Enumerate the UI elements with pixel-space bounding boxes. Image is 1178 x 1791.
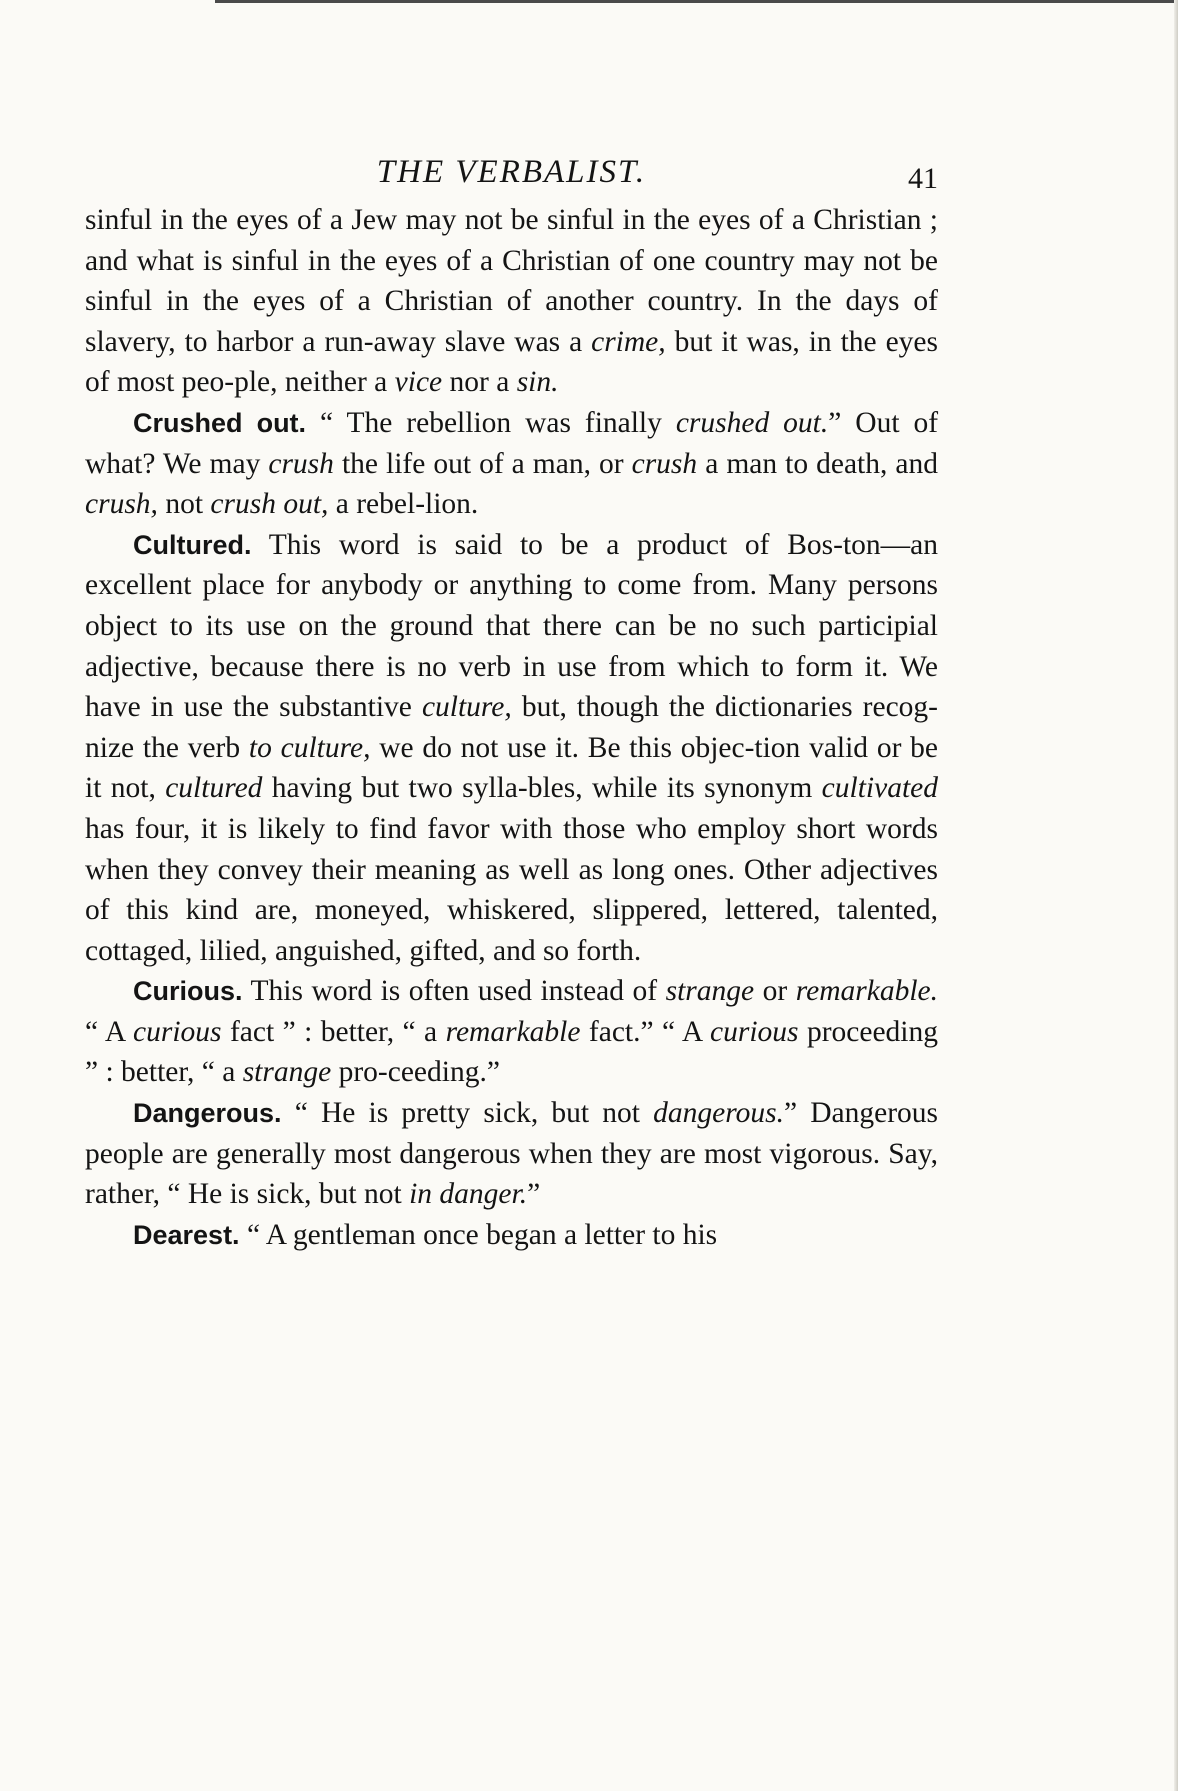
italic-run: culture, bbox=[421, 691, 512, 724]
entry-curious bbox=[85, 971, 938, 1093]
text-run: “ A gentleman once began a letter to his bbox=[239, 1218, 718, 1251]
italic-run: vice bbox=[394, 366, 443, 399]
continuation-paragraph bbox=[85, 200, 938, 403]
text-run: ” bbox=[527, 1178, 541, 1211]
text-run: has four, it is likely to find favor with those who employ short words when they convey their meaning as well as long ones. Other adjectives of this kind are, moneyed, whiskered, slippered, lettered, talented, cottaged, lilied, anguished, gifted, and so forth. bbox=[85, 812, 938, 967]
entry-term: Cultured. bbox=[133, 529, 252, 560]
entry-term: Dearest. bbox=[133, 1219, 240, 1250]
italic-run: curious bbox=[133, 1015, 222, 1048]
book-page bbox=[85, 150, 938, 1255]
italic-run: sin. bbox=[516, 366, 559, 399]
entry-crushed-out bbox=[85, 403, 938, 525]
italic-run: dangerous. bbox=[653, 1097, 784, 1130]
text-run: “ A bbox=[85, 1015, 134, 1048]
page-header bbox=[85, 150, 938, 200]
text-run: ” Out of what? We may bbox=[85, 406, 939, 480]
italic-run: crush, bbox=[85, 488, 158, 521]
text-run: This word is often used instead of bbox=[242, 975, 666, 1008]
entry-term: Dangerous. bbox=[133, 1098, 282, 1129]
italic-run: crush bbox=[631, 447, 698, 480]
entry-cultured bbox=[85, 525, 938, 972]
italic-run: strange bbox=[665, 975, 755, 1008]
text-run: fact.” “ A bbox=[580, 1015, 711, 1048]
text-run: but, though the dictionaries recog-nize the verb bbox=[85, 691, 938, 764]
page-number: 41 bbox=[908, 162, 938, 195]
italic-run: to culture, bbox=[248, 731, 371, 764]
italic-run: cultivated bbox=[821, 772, 938, 805]
italic-run: crime, bbox=[591, 325, 666, 358]
body-text bbox=[85, 200, 938, 1255]
italic-run: strange bbox=[242, 1056, 332, 1089]
text-run: a man to death, and bbox=[697, 447, 938, 480]
entry-dearest bbox=[85, 1215, 938, 1256]
entry-term: Crushed out. bbox=[133, 407, 307, 438]
italic-run: cultured bbox=[165, 772, 263, 805]
text-run: “ The rebellion was finally bbox=[306, 406, 676, 439]
entry-dangerous bbox=[85, 1093, 938, 1215]
entry-term: Curious. bbox=[133, 976, 243, 1007]
text-run: or bbox=[754, 975, 796, 1008]
italic-run: crush out, bbox=[210, 488, 329, 521]
text-run: pro-ceeding.” bbox=[331, 1056, 500, 1089]
text-run: but it was, in the eyes of most peo-ple, neither a bbox=[85, 325, 938, 399]
text-run: ” Dangerous people are generally most dangerous when they are most vigorous. Say, rather, “ He is sick, but not bbox=[85, 1097, 939, 1211]
text-run: the life out of a man, or bbox=[333, 447, 632, 480]
text-run: having but two sylla-bles, while its synonym bbox=[262, 772, 822, 805]
text-run: not bbox=[157, 488, 211, 521]
text-run: a rebel-lion. bbox=[328, 488, 479, 521]
italic-run: in danger. bbox=[409, 1178, 528, 1211]
italic-run: remarkable. bbox=[795, 975, 938, 1008]
running-title: THE VERBALIST. bbox=[376, 154, 647, 190]
text-run: we do not use it. Be this objec-tion valid or be it not, bbox=[85, 731, 939, 805]
scan-right-edge bbox=[1174, 0, 1178, 1791]
italic-run: curious bbox=[710, 1015, 799, 1048]
text-run: “ He is pretty sick, but not bbox=[281, 1097, 654, 1130]
italic-run: crushed out. bbox=[675, 406, 829, 439]
text-run: This word is said to be a product of Bos-ton—an excellent place for anybody or anything to come from. Many persons object to its use on the ground that there can be no such participial adjective, because there is no verb in use from which to form it. We have in use the substantive bbox=[85, 528, 938, 724]
italic-run: crush bbox=[268, 447, 334, 480]
scan-top-edge bbox=[215, 0, 1178, 3]
text-run: nor a bbox=[442, 366, 517, 399]
text-run: fact ” : better, “ a bbox=[221, 1015, 446, 1048]
text-run: sinful in the eyes of a Jew may not be sinful in the eyes of a Christian ; and what is sinful in the eyes of a Christian of one country may not be sinful in the eyes of a Christian of another country. In the days of slavery, to harbor a run-away slave was a bbox=[85, 204, 938, 358]
text-run: proceeding ” : better, “ a bbox=[85, 1015, 938, 1089]
italic-run: remarkable bbox=[445, 1015, 581, 1048]
